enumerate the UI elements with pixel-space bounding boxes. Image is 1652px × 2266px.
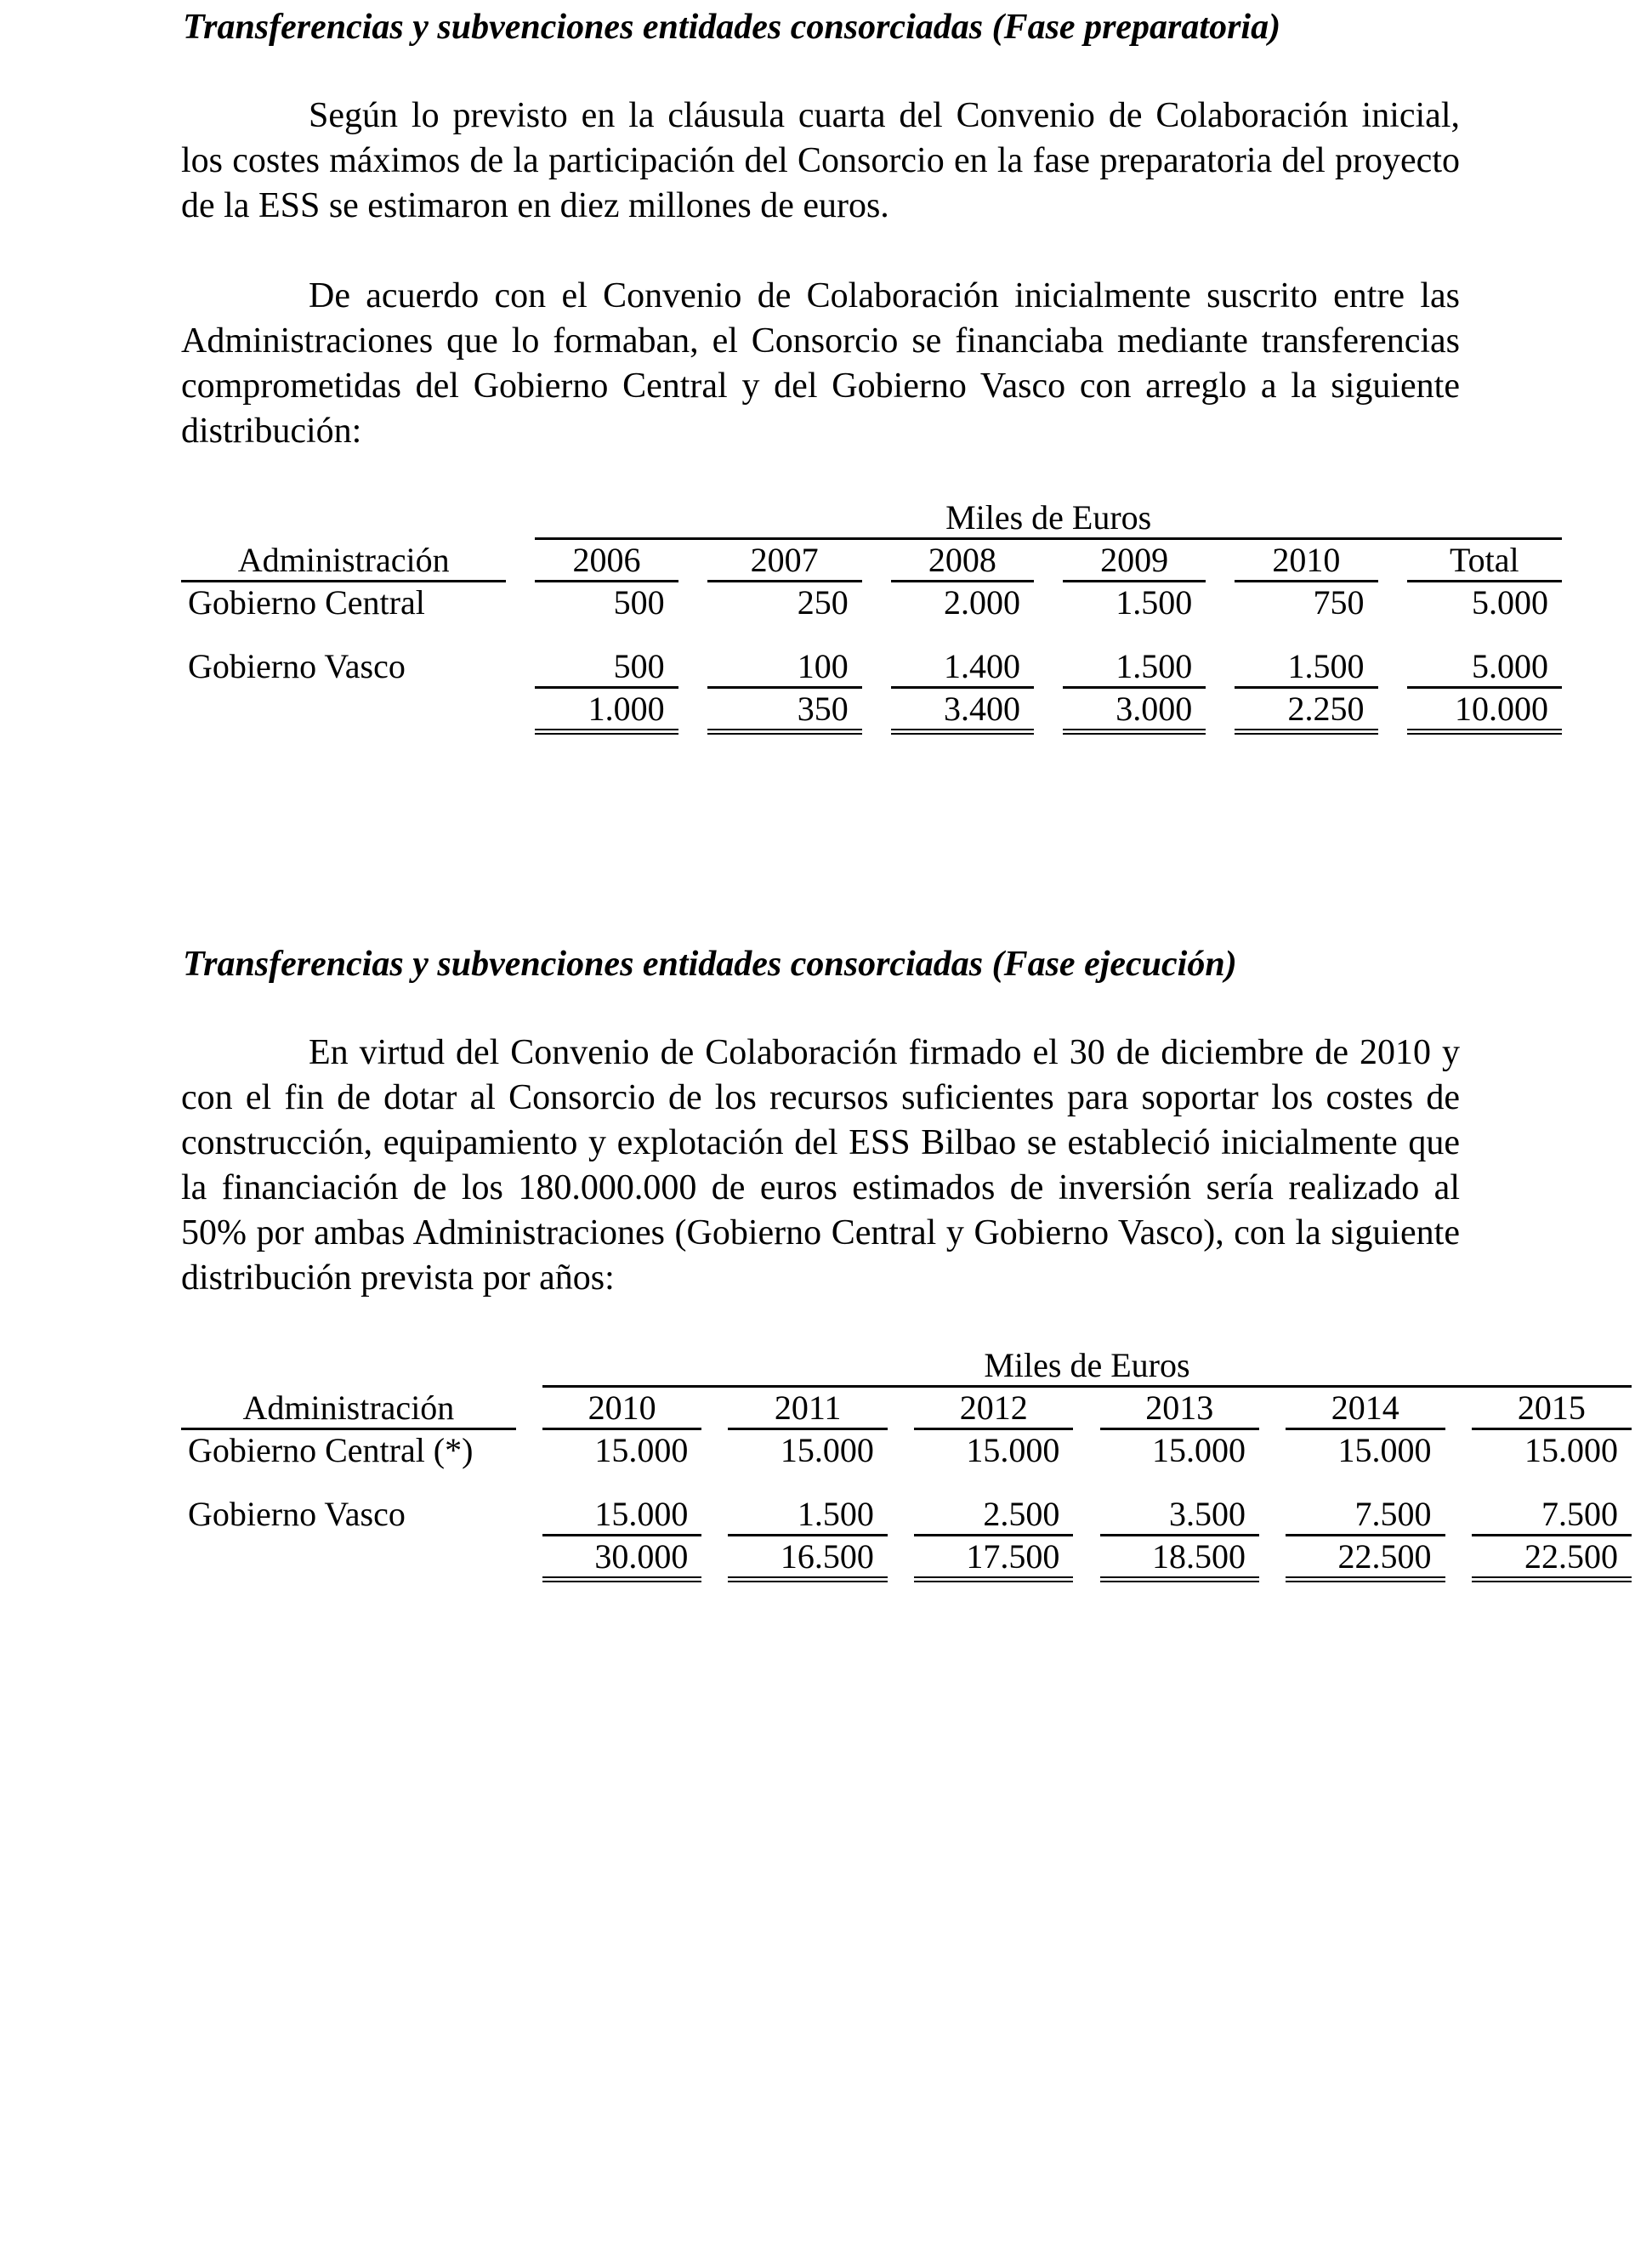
row-label: Gobierno Vasco — [188, 1495, 406, 1533]
table-cell: 5.000 — [1472, 647, 1548, 685]
table-cell: 500 — [613, 583, 665, 622]
table-preparatoria — [181, 497, 1562, 735]
column-header-administracion: Administración — [181, 1388, 516, 1430]
table-cell: 100 — [797, 647, 849, 685]
total-cell: 10.000 — [1407, 686, 1562, 735]
column-header: 2015 — [1472, 1388, 1632, 1430]
table-cell: 15.000 — [594, 1431, 689, 1469]
section-heading-preparatoria: Transferencias y subvenciones entidades consorciadas (Fase preparatoria) — [183, 8, 1281, 47]
table-units-label: Miles de Euros — [535, 497, 1562, 540]
total-cell: 1.000 — [535, 686, 678, 735]
table-cell: 15.000 — [966, 1431, 1060, 1469]
column-header: 2008 — [891, 540, 1034, 582]
table-cell: 15.000 — [780, 1431, 874, 1469]
table-cell: 750 — [1313, 583, 1365, 622]
table-cell: 1.500 — [1116, 583, 1193, 622]
table-cell: 500 — [613, 647, 665, 685]
paragraph-ejecucion: En virtud del Convenio de Colaboración firmado el 30 de diciembre de 2010 y con el fin de dotar al Consorcio de los recursos suficientes para soportar los costes de construcción, equipamiento y explotación del ESS Bilbao se estableció inicialmente que la financiación de los 180.000.000 de euros estimados de inversión sería realizado al 50% por ambas Administraciones (Gobierno Central y Gobierno Vasco), con la siguiente distribución prevista por años: — [181, 1033, 1460, 1298]
table-row — [181, 622, 1562, 686]
total-cell: 22.500 — [1472, 1534, 1632, 1582]
table-cell: 7.500 — [1541, 1495, 1618, 1533]
table-cell: 2.500 — [983, 1495, 1060, 1533]
total-cell: 3.000 — [1063, 686, 1206, 735]
paragraph-distribution-preparatoria: De acuerdo con el Convenio de Colaboración inicialmente suscrito entre las Administraciones que lo formaban, el Consorcio se financiaba mediante transferencias comprometidas del Gobierno Central y del Gobierno Vasco con arreglo a la siguiente distribución: — [181, 276, 1460, 451]
total-cell: 22.500 — [1286, 1534, 1445, 1582]
table-row — [181, 582, 1562, 622]
table-cell: 1.500 — [1287, 647, 1365, 685]
column-header-total: Total — [1407, 540, 1562, 582]
total-cell: 350 — [707, 686, 862, 735]
column-header: 2010 — [542, 1388, 701, 1430]
total-cell: 16.500 — [728, 1534, 887, 1582]
table-cell: 3.500 — [1168, 1495, 1246, 1533]
table-cell: 1.400 — [943, 647, 1020, 685]
table-cell: 5.000 — [1472, 583, 1548, 622]
table-cell: 1.500 — [797, 1495, 874, 1533]
table-cell: 15.000 — [1524, 1431, 1618, 1469]
table-row — [181, 1470, 1632, 1534]
total-cell: 3.400 — [891, 686, 1034, 735]
column-header: 2014 — [1286, 1388, 1445, 1430]
table-units-label: Miles de Euros — [542, 1345, 1632, 1388]
total-cell: 30.000 — [542, 1534, 701, 1582]
column-header: 2013 — [1100, 1388, 1259, 1430]
table-cell: 7.500 — [1354, 1495, 1432, 1533]
column-header: 2009 — [1063, 540, 1206, 582]
column-header-administracion: Administración — [181, 540, 506, 582]
table-cell: 1.500 — [1116, 647, 1193, 685]
total-cell: 18.500 — [1100, 1534, 1259, 1582]
total-cell: 2.250 — [1235, 686, 1377, 735]
row-label: Gobierno Vasco — [188, 647, 406, 685]
column-header: 2012 — [914, 1388, 1073, 1430]
table-total-row — [181, 1534, 1632, 1582]
table-cell: 15.000 — [594, 1495, 689, 1533]
row-label: Gobierno Central (*) — [188, 1431, 474, 1469]
column-header: 2010 — [1235, 540, 1377, 582]
column-header: 2011 — [728, 1388, 887, 1430]
table-cell: 2.000 — [943, 583, 1020, 622]
table-row — [181, 1430, 1632, 1470]
table-cell: 250 — [797, 583, 849, 622]
column-header: 2007 — [707, 540, 862, 582]
paragraph-intro-preparatoria: Según lo previsto en la cláusula cuarta del Convenio de Colaboración inicial, los costes máximos de la participación del Consorcio en la fase preparatoria del proyecto de la ESS se estimaron en diez millones de euros. — [181, 96, 1460, 225]
table-cell: 15.000 — [1151, 1431, 1246, 1469]
table-ejecucion — [181, 1345, 1632, 1582]
row-label: Gobierno Central — [188, 583, 425, 622]
total-cell: 17.500 — [914, 1534, 1073, 1582]
table-total-row — [181, 686, 1562, 735]
table-cell: 15.000 — [1337, 1431, 1432, 1469]
column-header: 2006 — [535, 540, 678, 582]
section-heading-ejecucion: Transferencias y subvenciones entidades consorciadas (Fase ejecución) — [183, 945, 1237, 984]
